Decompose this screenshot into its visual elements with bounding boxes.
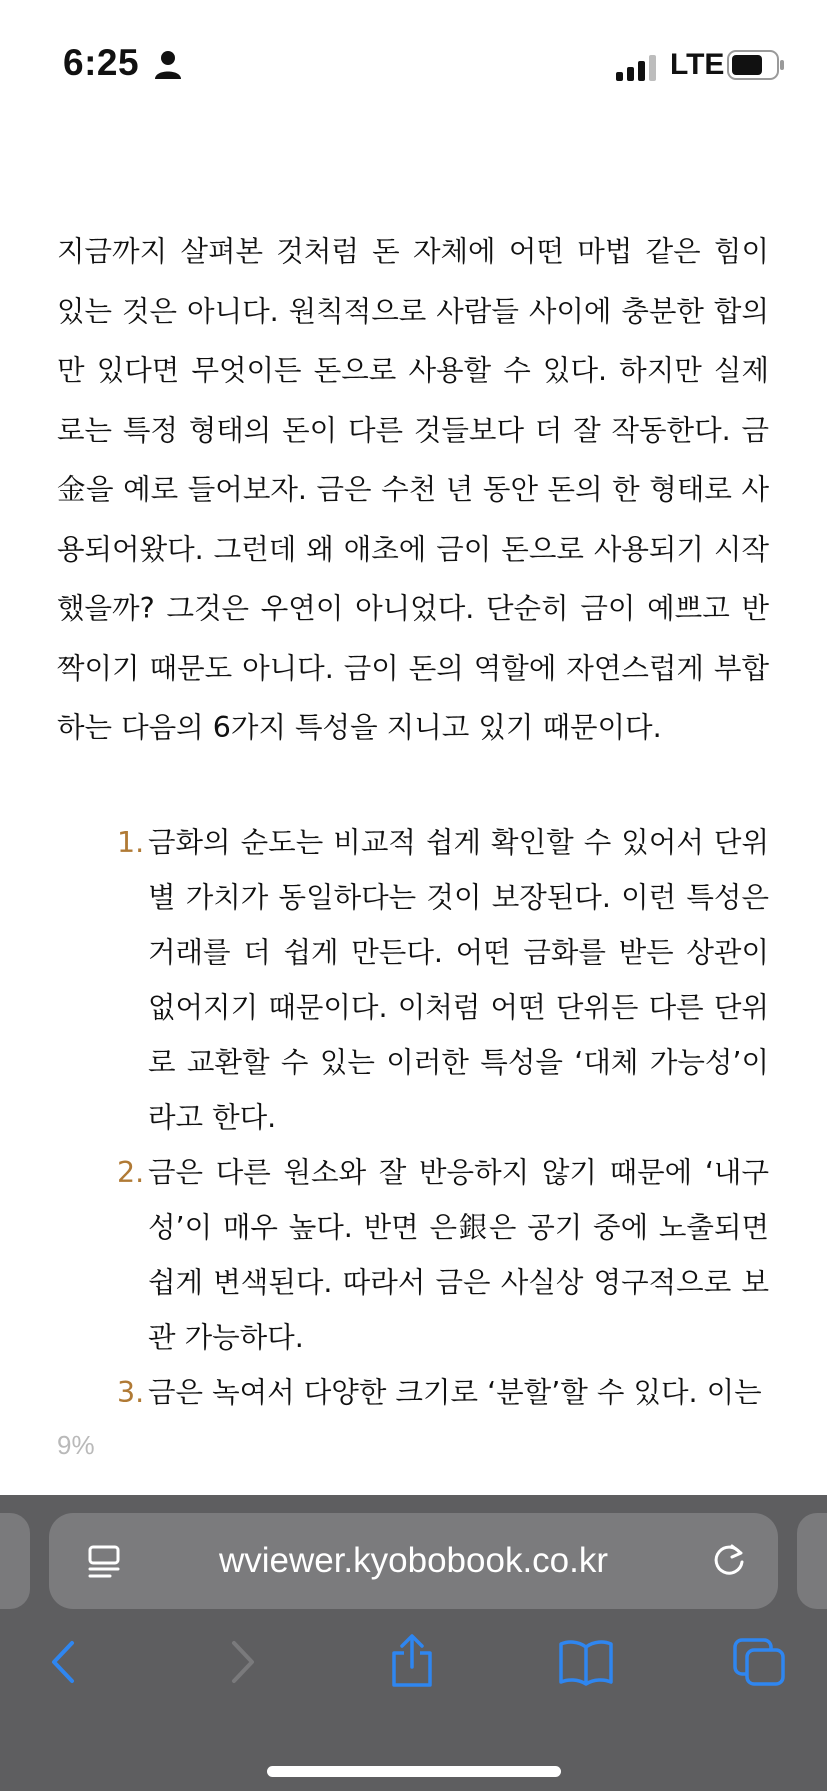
list-item xyxy=(117,815,769,1145)
signal-icon xyxy=(616,55,658,81)
network-label: LTE xyxy=(670,48,725,81)
feature-list xyxy=(117,815,769,1420)
reading-progress: 9% xyxy=(57,1430,95,1460)
next-tab-preview[interactable] xyxy=(797,1513,827,1609)
bookmarks-icon[interactable] xyxy=(558,1637,614,1687)
share-icon[interactable] xyxy=(388,1633,436,1689)
previous-tab-preview[interactable] xyxy=(0,1513,30,1609)
url-text[interactable]: wviewer.kyobobook.co.kr xyxy=(218,1541,609,1580)
tabs-icon[interactable] xyxy=(733,1637,785,1687)
person-icon xyxy=(154,50,182,80)
list-number: 3. xyxy=(117,1376,145,1409)
address-bar[interactable] xyxy=(49,1513,778,1609)
list-number: 1. xyxy=(117,826,145,859)
list-item xyxy=(117,1145,769,1365)
book-content xyxy=(57,222,769,758)
status-time: 6:25 xyxy=(63,42,140,83)
list-text: 금은 녹여서 다양한 크기로 ‘분할’할 수 있다. 이는 xyxy=(148,1376,762,1409)
back-icon[interactable] xyxy=(40,1637,88,1687)
list-number: 2. xyxy=(117,1156,145,1189)
list-text: 금화의 순도는 비교적 쉽게 확인할 수 있어서 단위별 가치가 동일하다는 것이 보장된다. 이런 특성은 거래를 더 쉽게 만든다. 어떤 금화를 받든 상관이 없어지기 때문이다. 이처럼 어떤 단위든 다른 단위로 교환할 수 있는 이러한 특성을 ‘대체 가능성’이라고 한다. xyxy=(148,826,769,1134)
home-indicator[interactable] xyxy=(267,1766,561,1777)
browser-toolbar xyxy=(0,1495,827,1791)
list-text: 금은 다른 원소와 잘 반응하지 않기 때문에 ‘내구성’이 매우 높다. 반면 은銀은 공기 중에 노출되면 쉽게 변색된다. 따라서 금은 사실상 영구적으로 보관 가능하다. xyxy=(148,1156,769,1354)
list-item xyxy=(117,1365,769,1420)
battery-icon xyxy=(727,50,785,80)
reload-icon[interactable] xyxy=(710,1542,748,1580)
forward-icon[interactable] xyxy=(218,1637,266,1687)
status-bar xyxy=(0,0,827,130)
body-paragraph: 지금까지 살펴본 것처럼 돈 자체에 어떤 마법 같은 힘이 있는 것은 아니다. 원칙적으로 사람들 사이에 충분한 합의만 있다면 무엇이든 돈으로 사용할 수 있다. 하지만 실제로는 특정 형태의 돈이 다른 것들보다 더 잘 작동한다. 금金을 예로 들어보자. 금은 수천 년 동안 돈의 한 형태로 사용되어왔다. 그런데 왜 애초에 금이 돈으로 사용되기 시작했을까? 그것은 우연이 아니었다. 단순히 금이 예쁘고 반짝이기 때문도 아니다. 금이 돈의 역할에 자연스럽게 부합하는 다음의 6가지 특성을 지니고 있기 때문이다. xyxy=(57,235,769,744)
